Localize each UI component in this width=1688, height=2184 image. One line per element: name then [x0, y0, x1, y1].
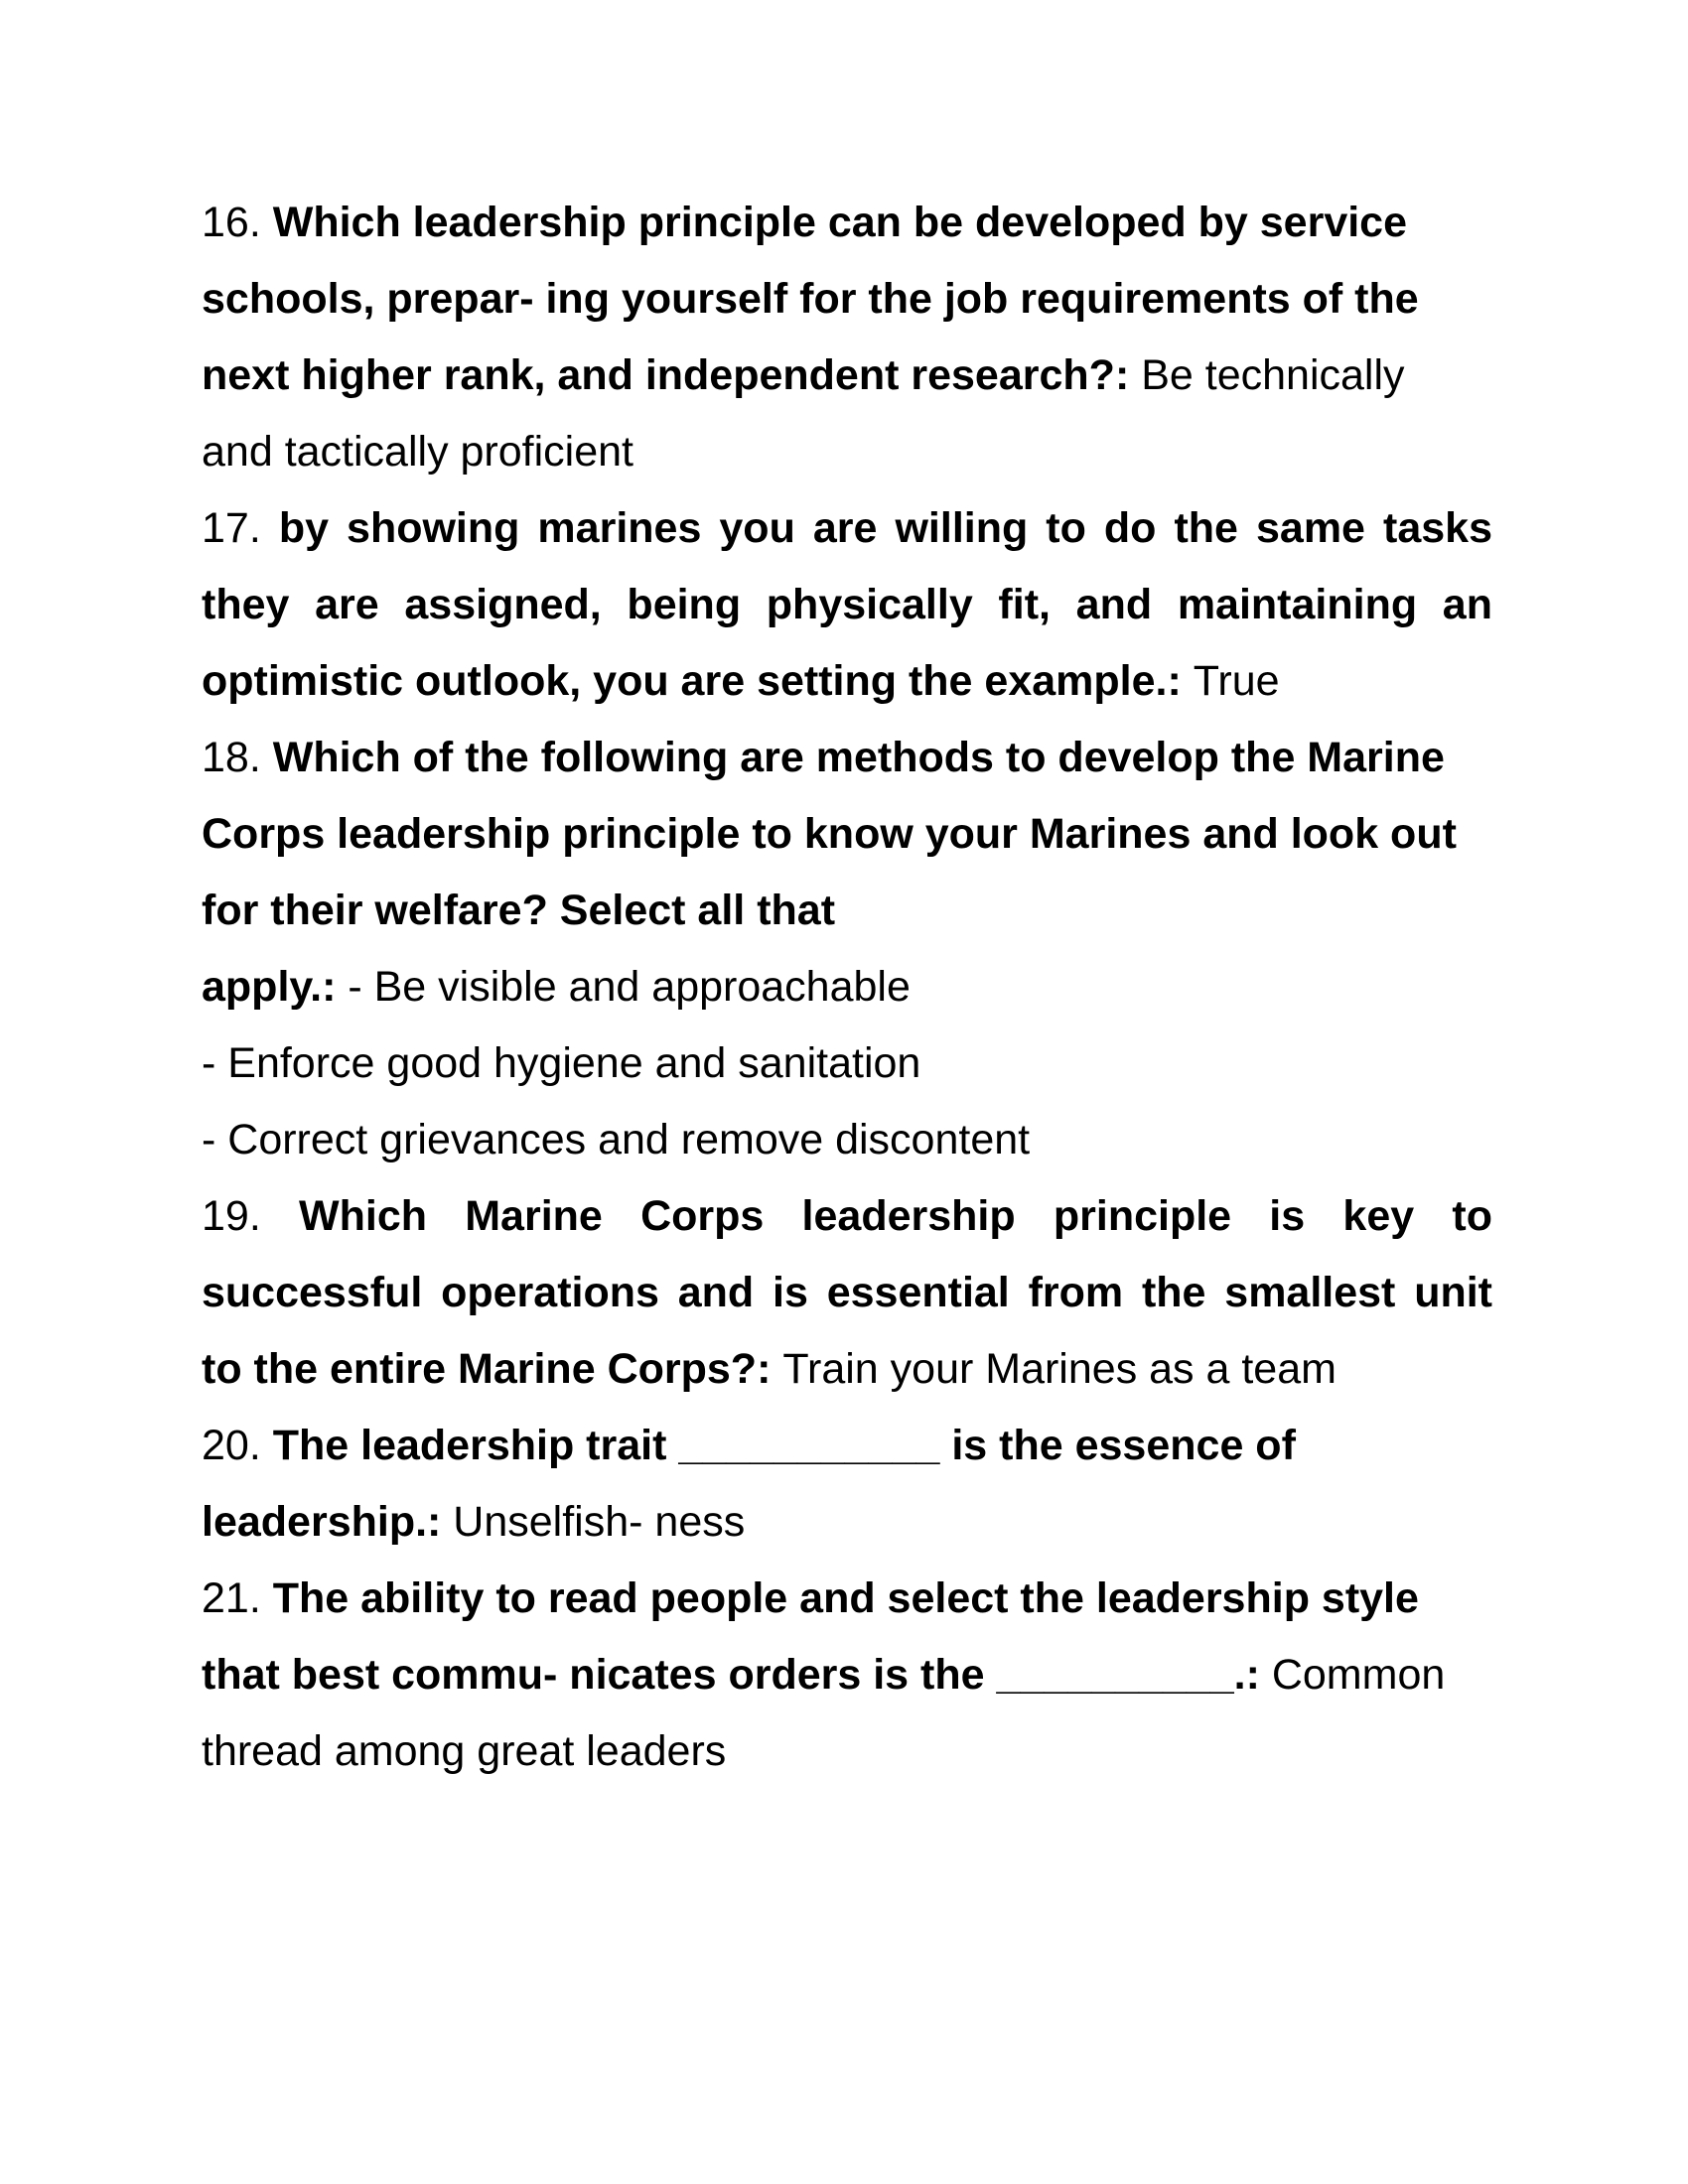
question-18-line-3 — [202, 873, 1492, 949]
answer-text: True — [1193, 657, 1280, 705]
question-number: 21. — [202, 1574, 273, 1622]
question-text: optimistic outlook, you are setting the example.: — [202, 657, 1194, 705]
question-text: schools, prepar- ing yourself for the job requirements of the — [202, 275, 1419, 323]
question-18-line-2 — [202, 796, 1492, 873]
question-text: that best commu- nicates orders is the __________.: — [202, 1651, 1272, 1699]
question-number: 16. — [202, 199, 273, 246]
question-text: they are assigned, being physically fit, and maintaining an — [202, 581, 1492, 628]
question-19-line-2 — [202, 1255, 1492, 1331]
question-number: 19. — [202, 1192, 300, 1240]
question-text: leadership.: — [202, 1498, 454, 1546]
question-text: Corps leadership principle to know your Marines and look out — [202, 810, 1457, 858]
question-18 — [202, 720, 1492, 1178]
answer-text: Common — [1271, 1651, 1446, 1699]
question-21-line-3 — [202, 1713, 1492, 1790]
question-18-line-5 — [202, 1025, 1492, 1102]
question-text: for their welfare? Select all that — [202, 887, 836, 934]
question-number: 17. — [202, 504, 279, 552]
answer-text: Be technically — [1141, 351, 1405, 399]
answer-text: - Be visible and approachable — [348, 963, 911, 1011]
question-text: next higher rank, and independent research?: — [202, 351, 1142, 399]
question-17 — [202, 490, 1492, 720]
question-text: Which of the following are methods to develop the Marine — [272, 734, 1445, 781]
question-16-line-2 — [202, 261, 1492, 338]
question-text: Which leadership principle can be developed by service — [272, 199, 1408, 246]
question-text: The leadership trait ___________ is the essence of — [272, 1422, 1296, 1469]
question-18-line-6 — [202, 1102, 1492, 1178]
question-18-line-1 — [202, 720, 1492, 796]
question-text: to the entire Marine Corps?: — [202, 1345, 783, 1393]
question-text: successful operations and is essential from the smallest unit — [202, 1269, 1492, 1316]
question-16-line-1 — [202, 185, 1492, 261]
question-text: The ability to read people and select the leadership style — [272, 1574, 1419, 1622]
question-21-line-1 — [202, 1561, 1492, 1637]
question-text: apply.: — [202, 963, 349, 1011]
answer-text: Train your Marines as a team — [782, 1345, 1336, 1393]
question-19-line-1 — [202, 1178, 1492, 1255]
answer-text: thread among great leaders — [202, 1727, 727, 1775]
question-21-line-2 — [202, 1637, 1492, 1713]
question-19 — [202, 1178, 1492, 1408]
question-text: Which Marine Corps leadership principle is key to — [299, 1192, 1492, 1240]
question-number: 18. — [202, 734, 273, 781]
question-text: by showing marines you are willing to do the same tasks — [278, 504, 1492, 552]
question-16-line-4 — [202, 414, 1492, 490]
question-number: 20. — [202, 1422, 273, 1469]
question-18-line-4 — [202, 949, 1492, 1025]
answer-text: and tactically proficient — [202, 428, 633, 476]
question-17-line-1 — [202, 490, 1492, 567]
answer-text: - Correct grievances and remove discontent — [202, 1116, 1031, 1163]
question-16-line-3 — [202, 338, 1492, 414]
question-20-line-2 — [202, 1484, 1492, 1561]
question-19-line-3 — [202, 1331, 1492, 1408]
question-20 — [202, 1408, 1492, 1561]
answer-text: Unselfish- ness — [453, 1498, 746, 1546]
answer-text: - Enforce good hygiene and sanitation — [202, 1039, 921, 1087]
question-17-line-3 — [202, 643, 1492, 720]
question-16 — [202, 185, 1492, 490]
question-20-line-1 — [202, 1408, 1492, 1484]
question-17-line-2 — [202, 567, 1492, 643]
question-21 — [202, 1561, 1492, 1790]
